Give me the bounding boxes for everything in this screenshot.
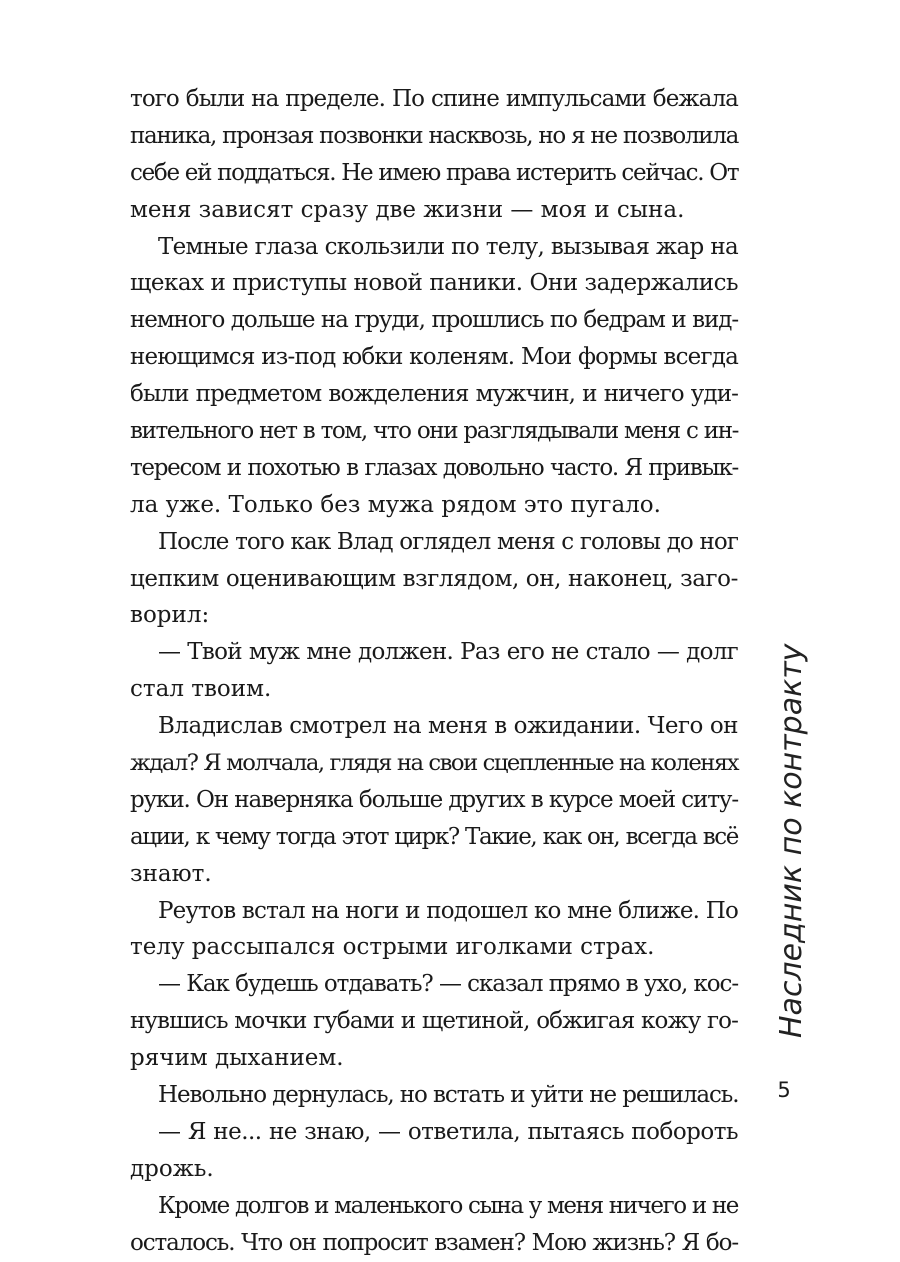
text-line: Владислав смотрел на меня в ожидании. Чего он: [158, 713, 738, 740]
text-line: вительного нет в том, что они разглядывали меня с ин-: [130, 418, 738, 445]
text-line: себе ей поддаться. Не имею права истерить сейчас. От: [130, 159, 739, 186]
text-line: немного дольше на груди, прошлись по бедрам и вид-: [130, 307, 738, 334]
text-line: цепким оценивающим взглядом, он, наконец, заго-: [130, 565, 738, 592]
text-line: Невольно дернулась, но встать и уйти не решилась.: [158, 1082, 739, 1109]
text-line: щеках и приступы новой паники. Они задержались: [130, 270, 738, 297]
page-number: 5: [777, 1078, 791, 1102]
text-line: были предметом вожделения мужчин, и ничего уди-: [130, 381, 738, 408]
text-line: Темные глаза скользили по телу, вызывая жар на: [158, 233, 738, 260]
text-line: ждал? Я молчала, глядя на свои сцепленные на коленях: [130, 750, 738, 777]
running-title: Наследник по контракту: [774, 643, 809, 1038]
text-line: неющимся из-под юбки коленям. Мои формы всегда: [130, 344, 738, 371]
text-line: телу рассыпался острыми иголками страх.: [130, 934, 655, 961]
text-line: того были на пределе. По спине импульсами бежала: [130, 86, 738, 112]
text-line: тересом и похотью в глазах довольно часто. Я привык-: [130, 454, 738, 481]
text-line: Кроме долгов и маленького сына у меня ничего и не: [158, 1192, 738, 1219]
text-line: паника, пронзая позвонки насквозь, но я не позволила: [130, 122, 738, 149]
text-line: — Я не... не знаю, — ответила, пытаясь побороть: [158, 1118, 738, 1145]
text-line: ации, к чему тогда этот цирк? Такие, как он, всегда всё: [130, 823, 738, 850]
text-line: осталось. Что он попросит взамен? Мою жизнь? Я бо-: [130, 1229, 738, 1256]
text-line: меня зависят сразу две жизни — моя и сына.: [130, 196, 685, 223]
text-line: рячим дыханием.: [130, 1045, 344, 1072]
body-text: [130, 81, 738, 1262]
text-line: ворил:: [130, 602, 210, 629]
text-line: нувшись мочки губами и щетиной, обжигая кожу го-: [130, 1008, 738, 1035]
text-line: Реутов встал на ноги и подошел ко мне ближе. По: [158, 897, 738, 924]
text-line: руки. Он наверняка больше других в курсе моей ситу-: [130, 786, 738, 813]
text-line: ла уже. Только без мужа рядом это пугало.: [130, 491, 661, 518]
text-line: дрожь.: [130, 1155, 214, 1182]
text-line: знают.: [130, 860, 212, 887]
text-line: — Твой муж мне должен. Раз его не стало — долг: [158, 639, 738, 666]
text-line: стал твоим.: [130, 676, 272, 703]
text-line: — Как будешь отдавать? — сказал прямо в ухо, кос-: [158, 971, 738, 998]
text-line: После того как Влад оглядел меня с головы до ног: [158, 528, 738, 555]
